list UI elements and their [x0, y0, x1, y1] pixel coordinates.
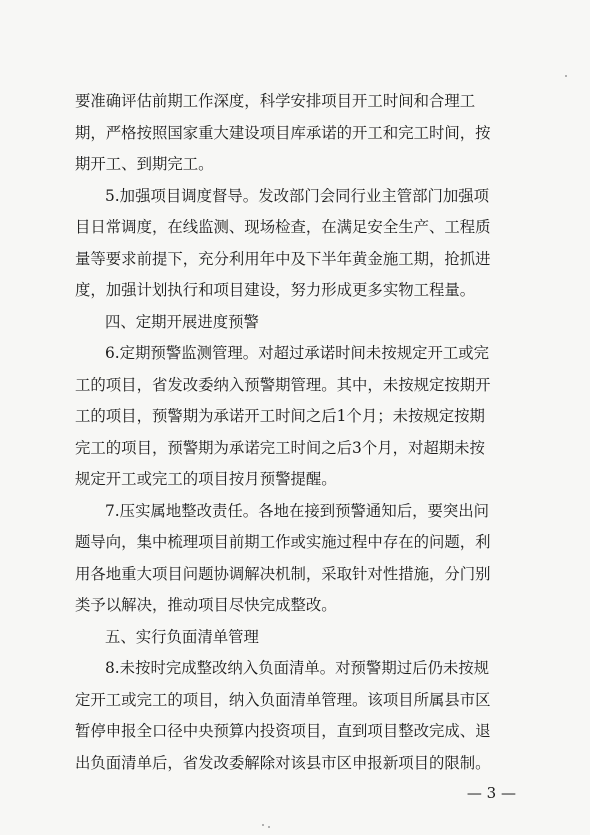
body-text-line: 期开工、到期完工。: [75, 155, 214, 173]
body-text-line: 目日常调度，在线监测、现场检查，在满足安全生产、工程质: [75, 218, 491, 236]
body-text-line: 工的项目，预警期为承诺开工时间之后1个月；未按规定按期: [75, 407, 485, 425]
scan-speck: [268, 826, 270, 828]
body-text-line: 类予以解决，推动项目尽快完成整改。: [75, 596, 337, 614]
body-text-line: 5.加强项目调度督导。发改部门会同行业主管部门加强项: [105, 187, 490, 205]
page-number: — 3 —: [466, 784, 516, 802]
body-text-line: 定开工或完工的项目，纳入负面清单管理。该项目所属县市区: [75, 691, 491, 709]
body-text-line: 6.定期预警监测管理。对超过承诺时间未按规定开工或完: [105, 344, 490, 362]
body-text-line: 题导向，集中梳理项目前期工作或实施过程中存在的问题，利: [75, 533, 491, 551]
body-text-line: 完工的项目，预警期为承诺完工时间之后3个月，对超期未按: [75, 439, 485, 457]
body-text-line: 工的项目，省发改委纳入预警期管理。其中，未按规定按期开: [75, 376, 491, 394]
body-text-line: 7.压实属地整改责任。各地在接到预警通知后，要突出问: [105, 502, 490, 520]
section-heading: 五、实行负面清单管理: [105, 628, 259, 646]
body-text-line: 期，严格按照国家重大建设项目库承诺的开工和完工时间，按: [75, 124, 491, 142]
scan-speck: [565, 75, 567, 77]
scan-speck: [262, 824, 264, 826]
body-text-line: 出负面清单后，省发改委解除对该县市区申报新项目的限制。: [75, 754, 491, 772]
body-text-line: 量等要求前提下，充分利用年中及下半年黄金施工期，抢抓进: [75, 250, 491, 268]
body-text-line: 8.未按时完成整改纳入负面清单。对预警期过后仍未按规: [105, 659, 490, 677]
section-heading: 四、定期开展进度预警: [105, 313, 259, 331]
body-text-line: 度，加强计划执行和项目建设，努力形成更多实物工程量。: [75, 281, 476, 299]
body-text-line: 规定开工或完工的项目按月预警提醒。: [75, 470, 337, 488]
body-text-line: 暂停申报全口径中央预算内投资项目，直到项目整改完成、退: [75, 722, 491, 740]
body-text-line: 要准确评估前期工作深度，科学安排项目开工时间和合理工: [75, 92, 476, 110]
body-text-line: 用各地重大项目问题协调解决机制，采取针对性措施，分门别: [75, 565, 491, 583]
